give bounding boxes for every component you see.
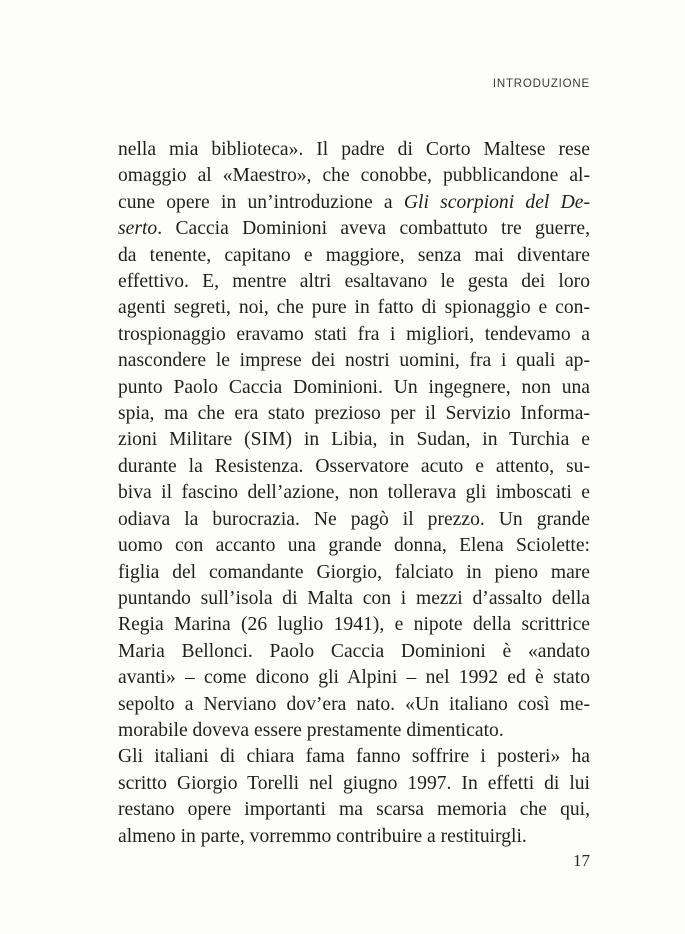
text-line: avanti» – come dicono gli Alpini – nel 1992 ed è stato — [118, 667, 590, 689]
text-line: agenti segreti, noi, che pure in fatto di spionaggio e con- — [118, 297, 590, 319]
text-line: omaggio al «Maestro», che conobbe, pubblicandone al- — [118, 165, 590, 187]
text-line: puntando sull’isola di Malta con i mezzi d’assalto della — [118, 587, 590, 609]
text-run: . Caccia Dominioni aveva combattuto tre guerre, — [157, 218, 590, 240]
text-line: zioni Militare (SIM) in Libia, in Sudan, in Turchia e — [118, 429, 590, 451]
text-line — [118, 216, 590, 242]
text-line: figlia del comandante Giorgio, falciato in pieno mare — [118, 561, 590, 583]
text-line: nella mia biblioteca». Il padre di Corto Maltese rese — [118, 139, 590, 160]
text-line: effettivo. E, mentre altri esaltavano le gesta dei loro — [118, 271, 590, 293]
text-line: punto Paolo Caccia Dominioni. Un ingegnere, non una — [118, 376, 590, 398]
text-line: biva il fascino dell’azione, non tollerava gli imboscati e — [118, 482, 590, 504]
text-line: nascondere le imprese dei nostri uomini, fra i quali ap- — [118, 350, 590, 372]
text-line: durante la Resistenza. Osservatore acuto e attento, su- — [118, 455, 590, 477]
text-line: odiava la burocrazia. Ne pagò il prezzo. Un grande — [118, 508, 590, 530]
text-line: morabile doveva essere prestamente dimenticato. — [118, 719, 504, 741]
text-line: Regia Marina (26 luglio 1941), e nipote della scrittrice — [118, 614, 590, 636]
text-line: almeno in parte, vorremmo contribuire a restituirgli. — [118, 825, 527, 847]
text-line: Gli italiani di chiara fama fanno soffrire i posteri» ha — [118, 746, 590, 768]
body-text — [118, 137, 590, 850]
text-line — [118, 190, 590, 216]
text-run: cune opere in un’introduzione a — [118, 191, 404, 213]
text-line: Maria Bellonci. Paolo Caccia Dominioni è «andato — [118, 640, 590, 662]
text-line: sepolto a Nerviano dov’era nato. «Un italiano così me- — [118, 693, 590, 715]
text-line: restano opere importanti ma scarsa memoria che qui, — [118, 799, 590, 821]
running-head: INTRODUZIONE — [492, 78, 590, 90]
italic-title-run: serto — [118, 218, 158, 240]
italic-title-run: Gli scorpioni del De- — [403, 191, 590, 213]
text-line: trospionaggio eravamo stati fra i migliori, tendevamo a — [118, 323, 590, 345]
text-line: uomo con accanto una grande donna, Elena Sciolette: — [118, 535, 590, 557]
page-number: 17 — [573, 851, 590, 870]
text-line: spia, ma che era stato prezioso per il Servizio Informa- — [118, 403, 590, 425]
text-line: scritto Giorgio Torelli nel giugno 1997. In effetti di lui — [118, 772, 590, 794]
text-line: da tenente, capitano e maggiore, senza mai diventare — [118, 244, 590, 266]
